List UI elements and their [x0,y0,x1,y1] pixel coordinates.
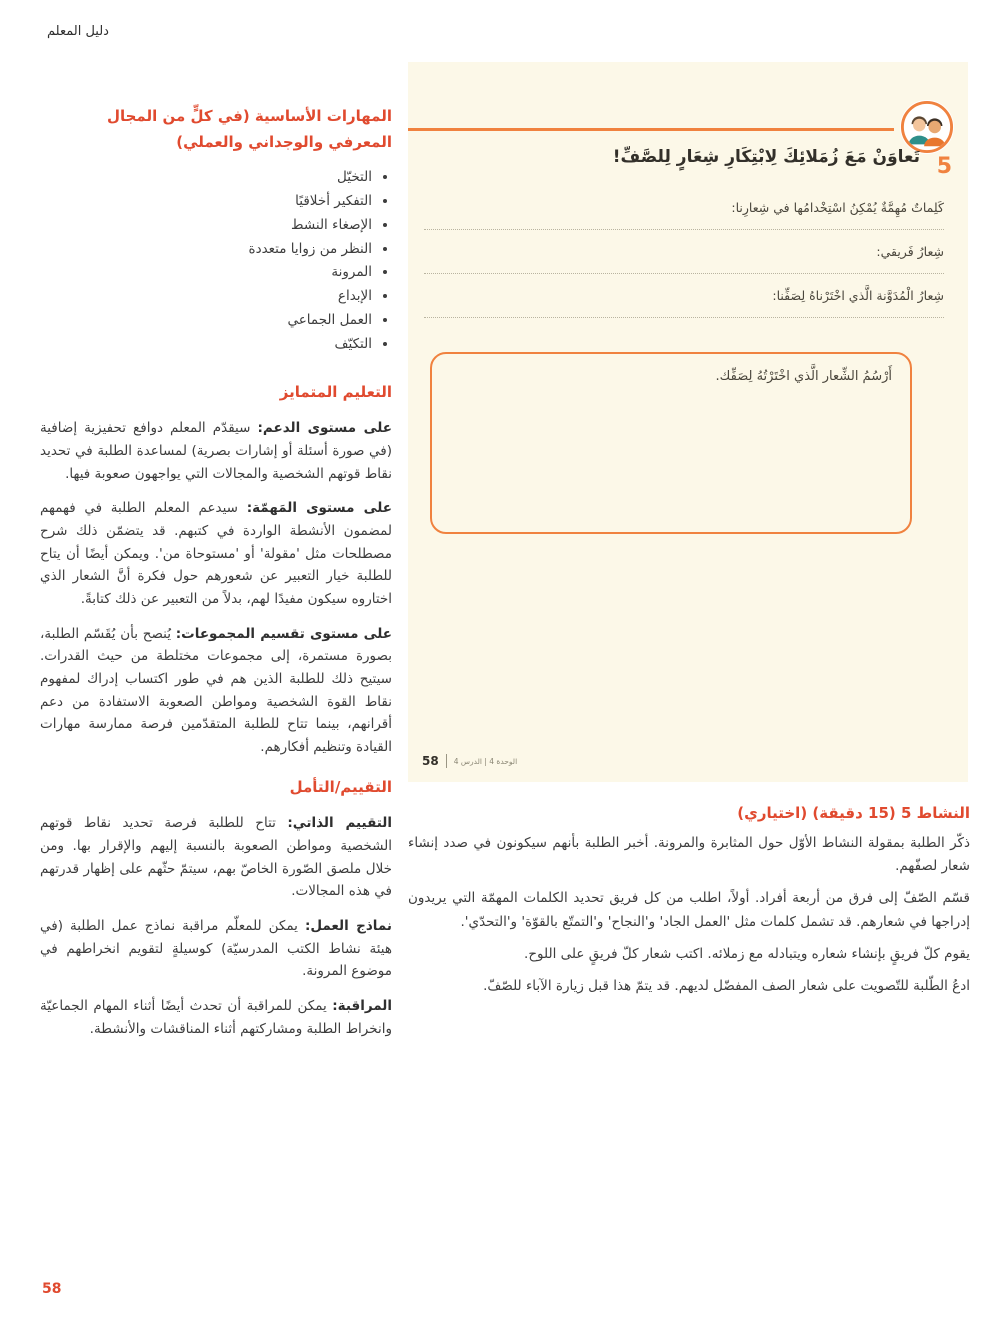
skill-item: • التخيّل [40,167,372,189]
paragraph-lead: المراقبة: [332,997,392,1014]
skills-list [40,167,372,356]
field-label: شِعارُ فَريقي: [876,244,944,259]
field-important-words [424,200,944,230]
write-on-line [424,228,944,230]
paragraph-text: تتاح للطلبة فرصة تحديد نقاط قوتهم الشخصية ومواطن الصعوبة بالنسبة إليهم والإقرار بها. ومن خلال ملصق الصّورة الخاصّ بهم، سيتمّ حثّهم على إظهار قدرتهم في هذه المجالات. [40,815,392,900]
field-chosen-motto [424,288,944,318]
activity-instructions [408,804,970,1007]
workbook-page-number: 58 [422,754,439,768]
sidebar-notes [40,104,392,1056]
differentiation-paragraph [40,497,392,610]
section-differentiation [40,380,392,759]
differentiation-heading: التعليم المتمايز [279,382,392,401]
assessment-heading: التقييم/التأمل [289,777,392,796]
write-on-line [424,316,944,318]
skill-item: • الإبداع [40,286,372,308]
paragraph-text: يمكن للمراقبة أن تحدث أيضًا أثناء المهام الجماعيّة وانخراط الطلبة ومشاركتهم أثناء المناقشات والأنشطة. [40,997,392,1037]
paragraph-lead: على مستوى تقسيم المجموعات: [175,625,392,642]
assessment-paragraph [40,915,392,983]
unit-lesson-label: الوحدة 4 | الدرس 4 [453,756,518,766]
section-assessment [40,775,392,1041]
activity-number: 5 [936,154,952,179]
paragraph-lead: نماذج العمل: [304,917,392,934]
activity-paragraph: ادعُ الطّلبة للتّصويت على شعار الصف المفضّل لديهم. قد يتمّ هذا قبل زيارة الآباء للصّفّ. [483,978,970,995]
paragraph-text: يمكن للمعلّم مراقبة نماذج عمل الطلبة (في هيئة نشاط الكتب المدرسيّة) كوسيلةٍ لتقويم انخراطهم في موضوع المرونة. [40,917,392,980]
differentiation-paragraph [40,623,392,759]
field-label: شِعارُ الْمُدَوَّنة الَّذي اخْتَرْناهُ لِصَفِّنا: [772,288,944,303]
field-team-motto [424,244,944,274]
workbook-fields [424,200,944,332]
section-core-skills [40,104,392,356]
skill-item: • العمل الجماعي [40,310,372,332]
document-header: دليل المعلم [47,24,109,39]
drawing-box [430,352,912,534]
differentiation-paragraph [40,417,392,485]
activity-paragraph: ذكّر الطلبة بمقولة النشاط الأوّل حول المثابرة والمرونة. أخبر الطلبة بأنهم سيكونون في صدد إنشاء شعار لصفّهم. [408,835,970,875]
paragraph-text: سيدعم المعلم الطلبة في فهمهم لمضمون الأنشطة الواردة في كتبهم. قد يتضمّن ذلك شرح مصطلحات مثل 'مقولة' أو 'مستوحاة من'. ويمكن أيضًا أن يتاح للطلبة خيار التعبير عن شعورهم حول فكرة أنَّ الشعار الذي اختاروه سيكون مفيدًا لهم، بدلاً من التعبير عن ذلك كتابةً. [40,500,392,608]
skill-item: • النظر من زوايا متعددة [40,239,372,261]
skill-item: • الإصغاء النشط [40,215,372,237]
workbook-page-preview [408,62,968,782]
paragraph-lead: على مستوى المَهمّة: [246,500,392,517]
activity-paragraph: قسّم الصّفّ إلى فرق من أربعة أفراد. أولاً، اطلب من كل فريق تحديد الكلمات المهمّة التي يريدون إدراجها في شعارهم. قد تشمل كلمات مثل 'العمل الجاد' و'النجاح' و'التمتّع بالقوّة' و'التحدّي'. [408,890,970,930]
core-skills-heading: المهارات الأساسية (في كلٍّ من المجال المعرفي والوجداني والعملي) [106,107,392,151]
activity-heading: النشاط 5 (15 دقيقة) (اختياري) [737,804,970,822]
skill-item: • المرونة [40,262,372,284]
paragraph-text: سيقدّم المعلم دوافع تحفيزية إضافية (في صورة أسئلة أو إشارات بصرية) لمساعدة الطلبة في تحديد نقاط قوتهم الشخصية والمجالات التي يواجهون صعوبة فيها. [40,420,392,482]
paragraph-text: يُنصح بأن يُقَسّم الطلبة، بصورة مستمرة، إلى مجموعات مختلطة من حيث القدرات. سيتيح ذلك للطلبة الذين هم في طور اكتساب إدراك لمفهوم نقاط القوة الشخصية ومواطن الصعوبة الاستفادة من دعم أقرانهم، بينما تتاح للطلبة المتقدّمين فرصة ممارسة مهارات القيادة وتنظيم أفكارهم. [40,625,392,756]
write-on-line [424,272,944,274]
assessment-paragraph [40,812,392,903]
paragraph-lead: التقييم الذاتي: [287,815,392,832]
workbook-header-rule [408,128,894,131]
activity-paragraph: يقوم كلّ فريقٍ بإنشاء شعاره ويتبادله مع زملائه. اكتب شعار كلّ فريقٍ على اللوح. [524,945,970,962]
assessment-paragraph [40,995,392,1040]
field-label: كَلِماتٌ مُهِمَّةٌ يُمْكِنُ اسْتِخْدامُها في شِعارِنا: [731,200,944,215]
paragraph-lead: على مستوى الدعم: [257,420,392,437]
page-number: 58 [42,1281,62,1297]
footer-divider [446,754,447,768]
skill-item: • التفكير أخلاقيًا [40,191,372,213]
workbook-footer [422,754,517,768]
workbook-activity-title: تَعاوَنْ مَعَ زُمَلائِكَ لِابْتِكَارِ شِعَارٍ لِلصَّفِّ! [612,147,920,167]
drawing-box-label: أَرْسُمُ الشِّعار الَّذي اخْتَرْتُهُ لِصَفِّك. [715,369,892,384]
skill-item: • التكيّف [40,334,372,356]
